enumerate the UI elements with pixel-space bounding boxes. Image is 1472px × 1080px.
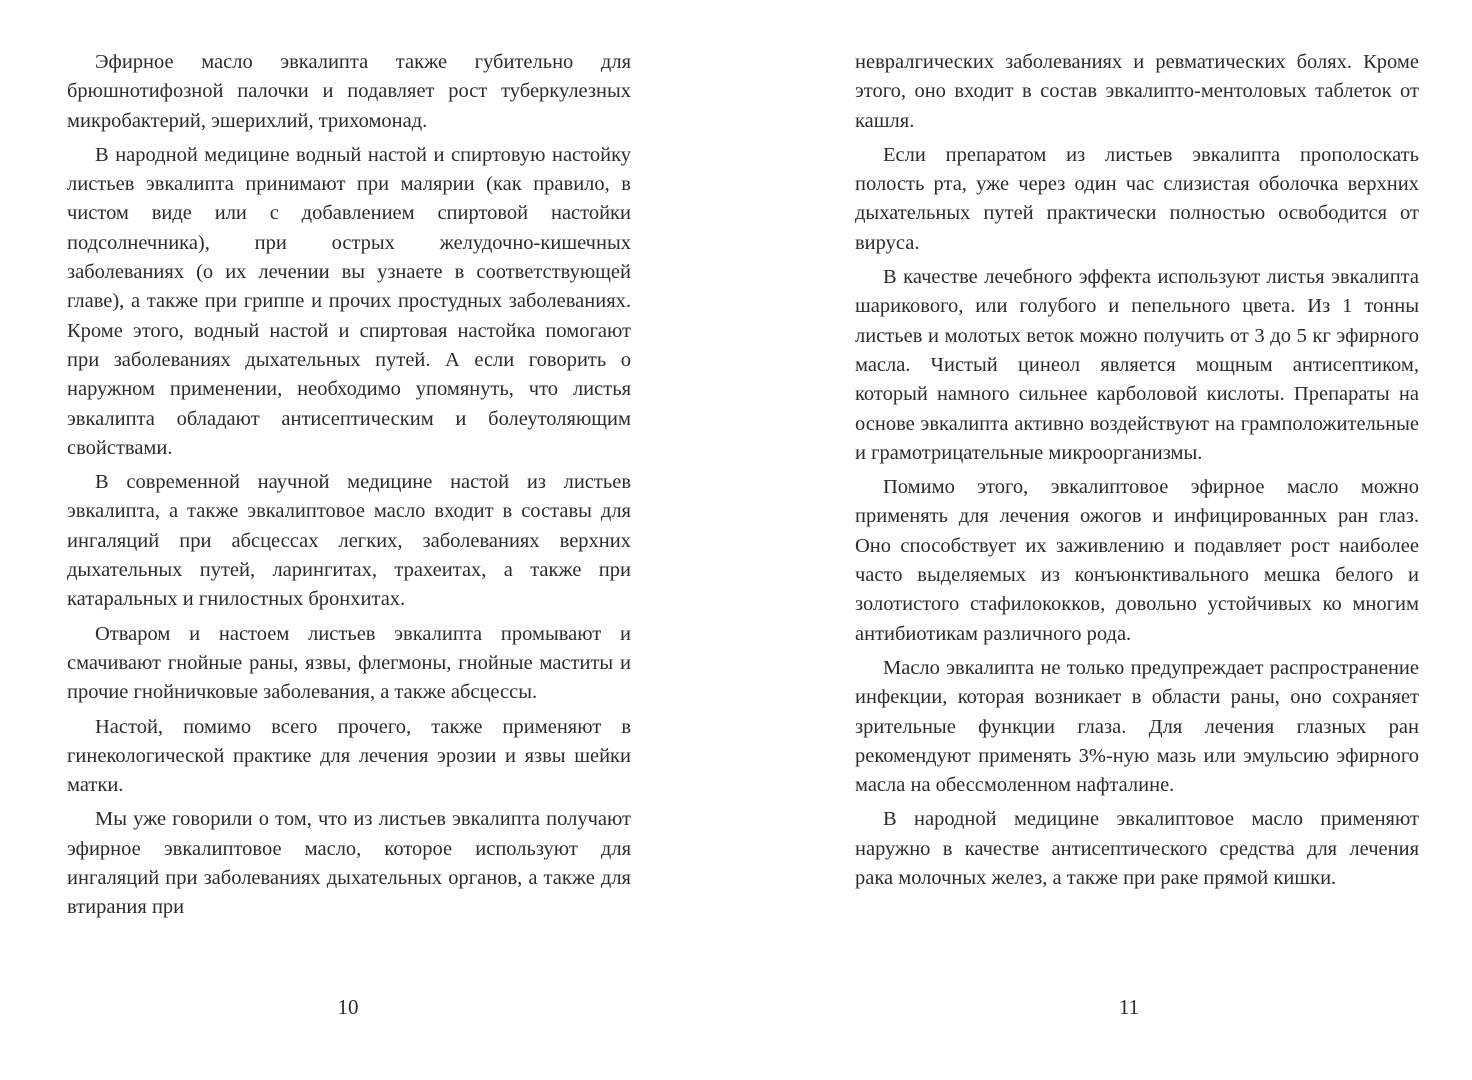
paragraph: Отваром и настоем листьев эвкалипта промывают и смачивают гнойные раны, язвы, флегмоны, гнойные маститы и прочие гнойничковые заболевания, а также абсцессы. — [67, 622, 631, 704]
right-page-number: 11 — [1118, 995, 1140, 1019]
right-page-text — [855, 48, 1419, 978]
left-page-number: 10 — [337, 995, 359, 1019]
paragraph: В народной медицине водный настой и спиртовую настойку листьев эвкалипта принимают при малярии (как правило, в чистом виде или с добавлением спиртовой настойки подсолнечника), при острых желудочно-кишечных заболеваниях (о их лечении вы узнаете в соответствующей главе), а также при гриппе и прочих простудных заболеваниях. Кроме этого, водный настой и спиртовая настойка помогают при заболеваниях дыхательных путей. А если говорить о наружном применении, необходимо упомянуть, что листья эвкалипта обладают антисептическим и болеутоляющим свойствами. — [67, 143, 631, 459]
paragraph: Если препаратом из листьев эвкалипта прополоскать полость рта, уже через один час слизистая оболочка верхних дыхательных путей практически полностью освободится от вируса. — [855, 143, 1419, 254]
paragraph: В народной медицине эвкалиптовое масло применяют наружно в качестве антисептического средства для лечения рака молочных желез, а также при раке прямой кишки. — [855, 808, 1419, 890]
paragraph: Эфирное масло эвкалипта также губительно для брюшнотифозной палочки и подавляет рост туберкулезных микробактерий, эшерихлий, трихомонад. — [67, 51, 631, 132]
paragraph: Масло эвкалипта не только предупреждает распространение инфекции, которая возникает в области раны, оно сохраняет зрительные функции глаза. Для лечения глазных ран рекомендуют применять 3%-ную мазь или эмульсию эфирного масла на обессмоленном нафталине. — [855, 656, 1419, 797]
paragraph: Мы уже говорили о том, что из листьев эвкалипта получают эфирное эвкалиптовое масло, которое используют для ингаляций при заболеваниях дыхательных органов, а также для втирания при — [67, 808, 631, 919]
paragraph: В современной научной медицине настой из листьев эвкалипта, а также эвкалиптовое масло входит в составы для ингаляций при абсцессах легких, заболеваниях верхних дыхательных путей, ларингитах, трахеитах, а также при катаральных и гнилостных бронхитах. — [67, 471, 631, 611]
right-page — [855, 48, 1419, 978]
paragraph: Настой, помимо всего прочего, также применяют в гинекологической практике для лечения эрозии и язвы шейки матки. — [67, 715, 631, 797]
left-page-text — [67, 48, 631, 978]
left-page — [67, 48, 631, 978]
paragraph: Помимо этого, эвкалиптовое эфирное масло можно применять для лечения ожогов и инфицированных ран глаз. Оно способствует их заживлению и подавляет рост наиболее часто выделяемых из конъюнктивального мешка белого и золотистого стафилококков, довольно устойчивых ко многим антибиотикам различного рода. — [855, 476, 1419, 645]
paragraph: В качестве лечебного эффекта используют листья эвкалипта шарикового, или голубого и пепельного цвета. Из 1 тонны листьев и молотых веток можно получить от 3 до 5 кг эфирного масла. Чистый цинеол является мощным антисептиком, который намного сильнее карболовой кислоты. Препараты на основе эвкалипта активно воздействуют на грамположительные и грамотрицательные микроорганизмы. — [855, 266, 1419, 464]
continued-paragraph: невралгических заболеваниях и ревматических болях. Кроме этого, оно входит в состав эвкалипто-ментоловых таблеток от кашля. — [855, 51, 1419, 132]
